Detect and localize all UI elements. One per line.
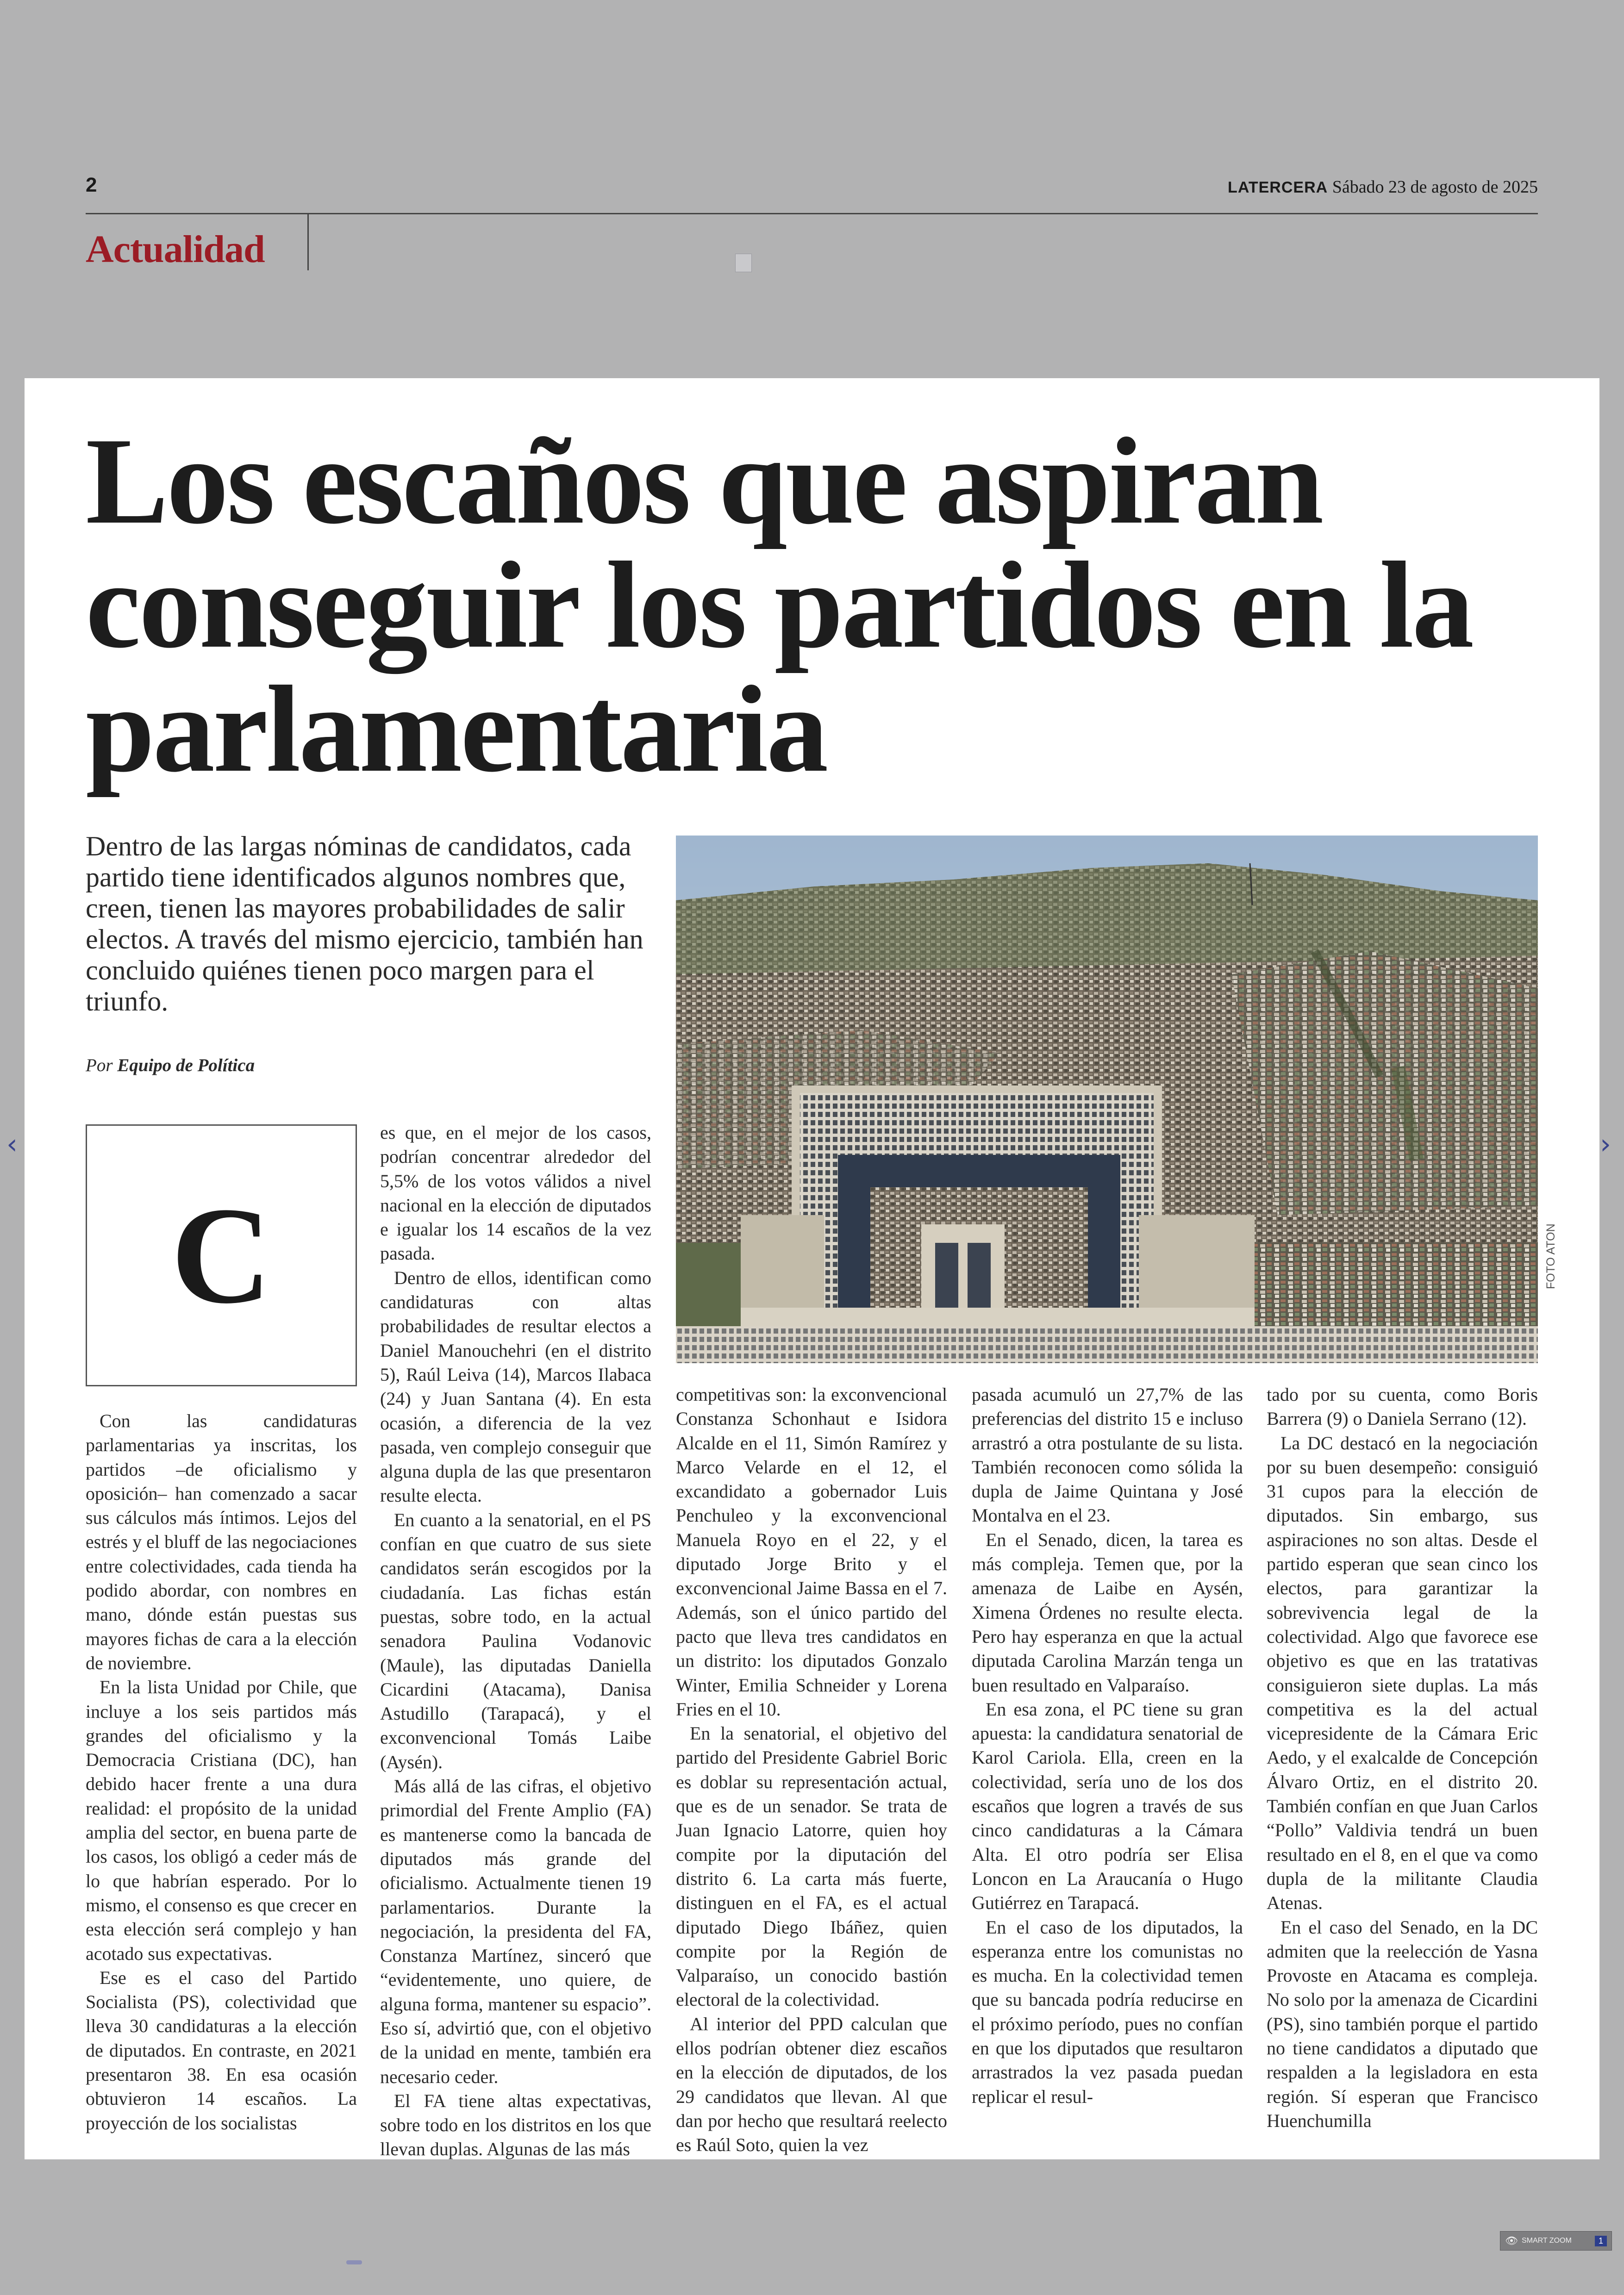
article-sheet <box>25 378 1599 2159</box>
article-headline: Los escaños que aspiran conseguir los partidos en la parlamentaria <box>86 412 1473 798</box>
paragraph: Al interior del PPD calculan que ellos podrían obtener diez escaños en la elección de diputados, de los 29 candidatos que llevan. Al que dan por hecho que resultará reelecto es Raúl Soto, quien la vez <box>676 2013 947 2156</box>
photo-credit: FOTO ATON <box>1544 1223 1557 1289</box>
next-page-button[interactable] <box>1600 1130 1611 1158</box>
article-dek: Dentro de las largas nóminas de candidatos, cada partido tiene identificados algunos nombres que, creen, tienen las mayores probabilidades de salir electos. A través del mismo ejercicio, también han concluido quiénes tienen poco margen para el triunfo. <box>86 831 643 1017</box>
article-column-2 <box>380 1121 651 2162</box>
paragraph: En el caso de los diputados, la esperanza entre los comunistas no es mucha. En la colectividad temen que su bancada podría reducirse en el próximo período, pues no confían en que los diputados que resultaron arrastrados la vez pasada puedan replicar el resul- <box>972 1916 1243 2107</box>
byline-author: Equipo de Política <box>117 1055 255 1075</box>
paragraph: pasada acumuló un 27,7% de las preferencias del distrito 15 e incluso arrastró a otra postulante de su lista. También reconocen como sólida la dupla de Jaime Quintana y José Montalva en el 23. <box>972 1384 1243 1526</box>
paragraph: En la lista Unidad por Chile, que incluye a los seis partidos más grandes del oficialismo y la Democracia Cristiana (DC), han debido hacer frente a una dura realidad: el propósito de la unidad amplia del sector, en buena parte de los casos, los obligó a ceder más de lo que habrían esperado. Por lo mismo, el consenso es que crecer en esta elección será complejo y han acotado sus expectativas. <box>86 1677 357 1964</box>
paragraph: En el caso del Senado, en la DC admiten que la reelección de Yasna Provoste en Atacama es compleja. No solo por la amenaza de Cicardini (PS), sino también porque el partido no tiene candidatos a diputado que respalden a la legisladora en esta región. Sí esperan que Francisco Huenchumilla <box>1267 1916 1538 2131</box>
paragraph: Dentro de ellos, identifican como candidaturas con altas probabilidades de resultar electos a Daniel Manouchehri (en el distrito 5), Raúl Leiva (14), Marcos Ilabaca (24) y Juan Santana (4). En esta ocasión, a diferencia de la vez pasada, ven complejo conseguir que alguna dupla de las que presentaron resulte electa. <box>380 1267 651 1506</box>
prev-page-button[interactable] <box>6 1130 18 1158</box>
article-photo <box>676 836 1538 1363</box>
byline-prefix: Por <box>86 1055 113 1075</box>
smart-zoom-button[interactable] <box>1500 2231 1612 2251</box>
drop-cap: C <box>86 1124 357 1386</box>
article-column-3 <box>676 1383 947 2158</box>
paragraph: En la senatorial, el objetivo del partido del Presidente Gabriel Boric es doblar su representación actual, que es de un senador. Se trata de Juan Ignacio Latorre, quien hoy compite por la diputación del distrito 6. La carta más fuerte, distinguen en el FA, es el actual diputado Diego Ibáñez, quien compite por la Región de Valparaíso, un conocido bastión electoral de la colectividad. <box>676 1723 947 2010</box>
horizontal-scrollbar-thumb[interactable] <box>346 2260 362 2264</box>
issue-date: Sábado 23 de agosto de 2025 <box>1332 177 1538 197</box>
section-label: Actualidad <box>86 228 265 271</box>
paragraph: Ese es el caso del Partido Socialista (PS), colectividad que lleva 30 candidaturas a la elección de diputados. En contraste, en 2021 presentaron 38. En esa ocasión obtuvieron 14 escaños. La proyección de los socialistas <box>86 1967 357 2133</box>
article-column-5 <box>1267 1383 1538 2133</box>
header-rule <box>86 213 1538 214</box>
article-column-4 <box>972 1383 1243 2109</box>
paragraph: El FA tiene altas expectativas, sobre todo en los distritos en los que llevan duplas. Algunas de las más <box>380 2090 651 2160</box>
masthead <box>1228 177 1538 197</box>
page-number: 2 <box>86 174 97 196</box>
paragraph: es que, en el mejor de los casos, podrían concentrar alrededor del 5,5% de los votos válidos a nivel nacional en la elección de diputados e igualar los 14 escaños de la vez pasada. <box>380 1122 651 1264</box>
byline <box>86 1055 255 1076</box>
paragraph: La DC destacó en la negociación por su buen desempeño: consiguió 31 cupos para la elección de diputados. Sin embargo, sus aspiraciones no son altas. Desde el partido esperan que sean cinco los electos, para garantizar la sobrevivencia legal de la colectividad. Algo que favorece ese objetivo es que en las tratativas consiguieron siete duplas. La más competitiva es la del actual vicepresidente de la Cámara Eric Aedo, y el exalcalde de Concepción Álvaro Ortiz, en el distrito 20. También confían en que Juan Carlos “Pollo” Valdivia tendrá un buen resultado en el 8, en el que va como dupla de la militante Claudia Atenas. <box>1267 1432 1538 1914</box>
brand-name: LATERCERA <box>1228 179 1328 196</box>
chevron-right-icon: › <box>1600 1128 1611 1160</box>
paragraph: En cuanto a la senatorial, en el PS confían en que cuatro de sus siete candidatos serán escogidos por la ciudadanía. Las fichas están puestas, sobre todo, en la actual senadora Paulina Vodanovic (Maule), las diputadas Daniella Cicardini (Atacama), Danisa Astudillo (Tarapacá), y el exconvencional Tomás Laibe (Aysén). <box>380 1509 651 1772</box>
paragraph: tado por su cuenta, como Boris Barrera (9) o Daniela Serrano (12). <box>1267 1384 1538 1429</box>
paragraph: Con las candidaturas parlamentarias ya inscritas, los partidos –de oficialismo y oposición– han comenzado a sacar sus cálculos más íntimos. Lejos del estrés y el bluff de las negociaciones entre colectividades, cada tienda ha podido abordar, con nombres en mano, dónde están puestas sus mayores fichas de cara a la elección de noviembre. <box>86 1410 357 1673</box>
section-divider <box>307 214 309 270</box>
article-column-1 <box>86 1409 357 2135</box>
paragraph: En esa zona, el PC tiene su gran apuesta: la candidatura senatorial de Karol Cariola. Ella, creen en la colectividad, sería uno de los dos escaños que logren a través de sus cinco candidaturas a la Cámara Alta. El otro podría ser Elisa Loncon en La Araucanía o Hugo Gutiérrez en Tarapacá. <box>972 1698 1243 1914</box>
paragraph: competitivas son: la exconvencional Constanza Schonhaut e Isidora Alcalde en el 11, Simón Ramírez y Marco Velarde en el 12, el excandidato a gobernador Luis Penchuleo y la exconvencional Manuela Royo en el 22, y el diputado Jorge Brito y el exconvencional Jaime Bassa en el 7. Además, son el único partido del pacto que lleva tres candidatos en un distrito: los diputados Gonzalo Winter, Emilia Schneider y Lorena Fries en el 10. <box>676 1384 947 1720</box>
page-count-badge: 1 <box>1595 2236 1607 2246</box>
eye-icon: 👁 <box>1505 2235 1518 2246</box>
paragraph: Más allá de las cifras, el objetivo primordial del Frente Amplio (FA) es mantenerse como la bancada de diputados más grande del oficialismo. Actualmente tienen 19 parlamentarios. Durante la negociación, la presidenta del FA, Constanza Martínez, sinceró que “evidentemente, uno quiere, de alguna forma, mantener su espacio”. Eso sí, advirtió que, con el objetivo de la unidad en mente, también era necesario ceder. <box>380 1776 651 2087</box>
chevron-left-icon: ‹ <box>6 1128 18 1160</box>
smart-zoom-label: SMART ZOOM <box>1521 2237 1572 2245</box>
page-marker[interactable] <box>735 254 752 272</box>
paragraph: En el Senado, dicen, la tarea es más compleja. Temen que, por la amenaza de Laibe en Aysén, Ximena Órdenes no resulte electa. Pero hay esperanza en que la actual diputada Carolina Marzán tenga un buen resultado en Valparaíso. <box>972 1529 1243 1696</box>
